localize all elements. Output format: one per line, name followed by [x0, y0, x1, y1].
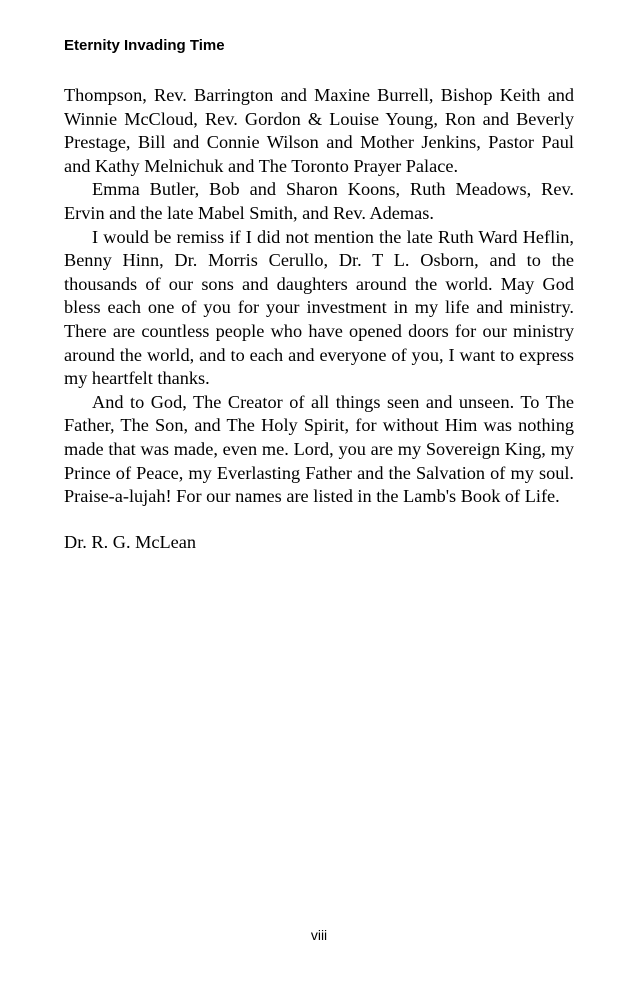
paragraph-ministry-thanks: I would be remiss if I did not mention the late Ruth Ward Heflin, Benny Hinn, Dr. Morris Cerullo, Dr. T L. Osborn, and to the thousands of our sons and daughters around the world. May God bless each one of you for your investment in my life and ministry. There are countless people who have opened doors for our ministry around the world, and to each and everyone of you, I want to express my heartfelt thanks. [64, 226, 574, 389]
author-signature: Dr. R. G. McLean [64, 531, 197, 552]
paragraph-thanks-to-god: And to God, The Creator of all things seen and unseen. To The Father, The Son, and The Holy Spirit, for without Him was nothing made that was made, even me. Lord, you are my Sovereign King, my Prince of Peace, my Everlasting Father and the Salvation of my soul. Praise-a-lujah! For our names are listed in the Lamb's Book of Life. [64, 391, 574, 507]
running-header-title: Eternity Invading Time [64, 37, 225, 54]
paragraph-acknowledgements-continued: Thompson, Rev. Barrington and Maxine Burrell, Bishop Keith and Winnie McCloud, Rev. Gordon & Louise Young, Ron and Beverly Prestage, Bill and Connie Wilson and Mother Jenkins, Pastor Paul and Kathy Melnichuk and The Toronto Prayer Palace. [64, 85, 574, 176]
page-number: viii [310, 927, 328, 943]
page-body [64, 84, 574, 554]
paragraph-more-names: Emma Butler, Bob and Sharon Koons, Ruth Meadows, Rev. Ervin and the late Mabel Smith, and Rev. Ademas. [64, 179, 574, 223]
